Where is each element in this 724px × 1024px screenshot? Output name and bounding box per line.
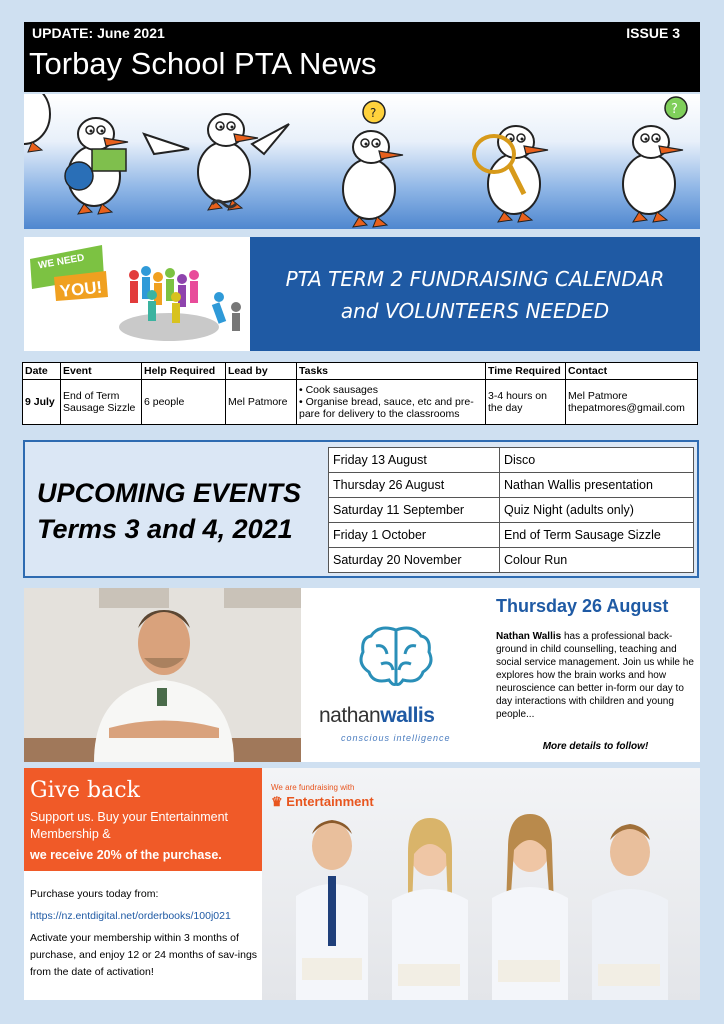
svg-text:?: ?	[671, 102, 678, 117]
table-row	[23, 380, 698, 425]
event-name: Quiz Night (adults only)	[500, 498, 694, 523]
newsletter-header	[24, 22, 700, 92]
banner-title-line-1: PTA TERM 2 FUNDRAISING CALENDAR	[285, 267, 665, 291]
logo-tagline: conscious intelligence	[341, 733, 451, 743]
table-row	[329, 473, 694, 498]
upcoming-events-heading: UPCOMING EVENTS	[37, 478, 302, 508]
nathan-wallis-logo	[301, 588, 491, 762]
cell-help: 6 people	[142, 380, 226, 425]
task-item: • Cook sausages	[299, 384, 378, 396]
col-event: Event	[61, 363, 142, 380]
nathan-event-heading: Thursday 26 August	[496, 596, 669, 616]
contact-email: thepatmores@gmail.com	[568, 402, 685, 414]
issue-number: ISSUE 3	[626, 25, 680, 41]
give-back-title: Give back	[30, 778, 140, 803]
event-name: Colour Run	[500, 548, 694, 573]
cell-tasks	[297, 380, 486, 425]
event-date: Thursday 26 August	[329, 473, 500, 498]
event-name: Disco	[500, 448, 694, 473]
we-need-you-graphic	[24, 237, 250, 351]
col-contact: Contact	[566, 363, 698, 380]
table-row	[329, 523, 694, 548]
entertainment-crown-icon: ♛	[271, 794, 287, 809]
child-figure	[492, 814, 568, 1000]
entertainment-fundraiser-section	[24, 768, 700, 1000]
logo-part-2: wallis	[380, 704, 435, 727]
col-lead-by: Lead by	[226, 363, 297, 380]
col-tasks: Tasks	[297, 363, 486, 380]
cartoon-birds-banner	[24, 94, 700, 229]
receive-text: we receive 20% of the purchase.	[30, 848, 222, 862]
child-figure	[592, 824, 668, 1000]
give-back-panel	[24, 768, 262, 871]
cell-lead: Mel Patmore	[226, 380, 297, 425]
table-row	[329, 498, 694, 523]
entertainment-wordmark: Entertainment	[286, 794, 374, 809]
newsletter-title: Torbay School PTA News	[29, 46, 377, 81]
cell-event: End of Term Sausage Sizzle	[61, 380, 142, 425]
nathan-name: Nathan Wallis	[496, 631, 562, 642]
event-date: Friday 13 August	[329, 448, 500, 473]
upcoming-events-box	[23, 440, 699, 578]
cell-time: 3-4 hours on the day	[486, 380, 566, 425]
activation-text: Activate your membership within 3 months of purchase, and enjoy 12 or 24 months of sav-ings from the date of activation!	[30, 932, 258, 978]
logo-wordmark	[319, 704, 434, 728]
col-help-required: Help Required	[142, 363, 226, 380]
support-text: Support us. Buy your Entertainment Membership &	[30, 810, 229, 841]
update-date: UPDATE: June 2021	[32, 25, 165, 41]
contact-name: Mel Patmore	[568, 390, 628, 402]
event-date: Saturday 11 September	[329, 498, 500, 523]
purchase-text: Purchase yours today from:	[30, 888, 159, 900]
children-reading-photo	[262, 768, 700, 1000]
cell-contact	[566, 380, 698, 425]
event-date: Friday 1 October	[329, 523, 500, 548]
table-row	[329, 548, 694, 573]
task-item: • Organise bread, sauce, etc and pre-pare for delivery to the classrooms	[299, 396, 474, 420]
badge-line-2: YOU!	[58, 277, 104, 301]
col-time-required: Time Required	[486, 363, 566, 380]
upcoming-events-table	[328, 447, 694, 573]
table-header-row	[23, 363, 698, 380]
purchase-info	[30, 886, 260, 981]
volunteers-banner	[24, 237, 700, 351]
col-date: Date	[23, 363, 61, 380]
more-details-note: More details to follow!	[542, 741, 649, 752]
fundraising-label: We are fundraising with	[271, 783, 355, 792]
event-name: End of Term Sausage Sizzle	[500, 523, 694, 548]
child-figure	[296, 820, 368, 1000]
badge-line-1: WE NEED	[37, 252, 86, 272]
purchase-link[interactable]: https://nz.entdigital.net/orderbooks/100j021	[30, 910, 231, 922]
cell-date: 9 July	[23, 380, 61, 425]
child-figure	[392, 818, 468, 1000]
cartoon-birds-illustration	[24, 94, 700, 229]
logo-part-1: nathan	[319, 704, 381, 727]
banner-title-line-2: and VOLUNTEERS NEEDED	[340, 299, 610, 323]
event-name: Nathan Wallis presentation	[500, 473, 694, 498]
terms-heading: Terms 3 and 4, 2021	[37, 514, 293, 544]
nathan-wallis-description	[491, 588, 700, 762]
nathan-bio-text: has a professional back-ground in child counselling, teaching and social service management. Join us while he explores how the brain works and how neuroscience can better in-form our day to day interactions with children and young people...	[496, 631, 694, 720]
fundraising-calendar-table	[22, 362, 698, 425]
brain-icon	[301, 588, 491, 698]
table-row	[329, 448, 694, 473]
event-date: Saturday 20 November	[329, 548, 500, 573]
nathan-wallis-section	[24, 588, 700, 762]
svg-text:?: ?	[370, 106, 377, 120]
nathan-bio	[496, 630, 700, 721]
fundraising-calendar-banner	[250, 237, 700, 351]
nathan-wallis-photo	[24, 588, 301, 762]
